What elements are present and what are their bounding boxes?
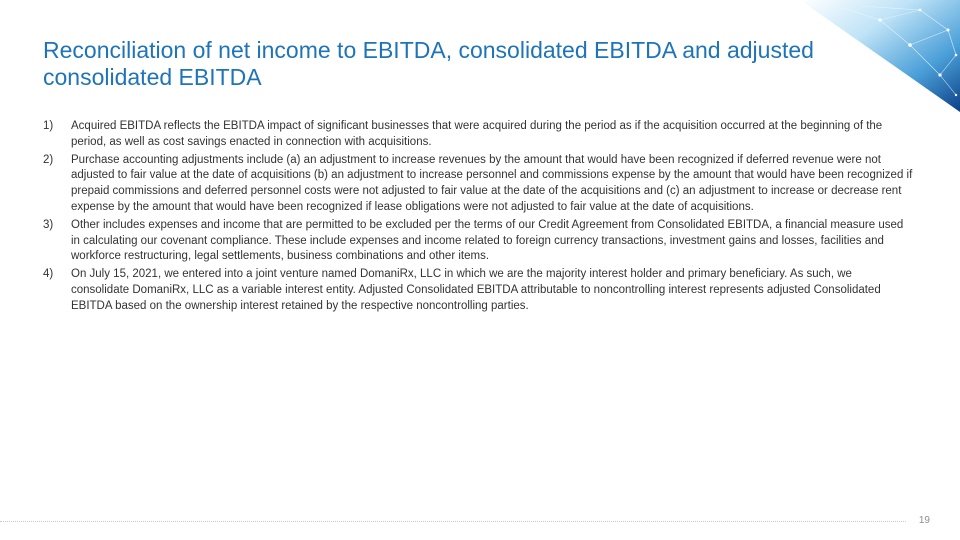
footnote-item (43, 218, 913, 265)
footnote-text: On July 15, 2021, we entered into a joint venture named DomaniRx, LLC in which we are the majority interest holder and primary beneficiary. As such, we consolidate DomaniRx, LLC as a variable interest entity. Adjusted Consolidated EBITDA attributable to noncontrolling interest represents adjusted Consolidated EBITDA based on the ownership interest retained by the respective noncontrolling parties. (71, 268, 881, 312)
footnote-text: Acquired EBITDA reflects the EBITDA impact of significant businesses that were acquired during the period as if the acquisition occurred at the beginning of the period, as well as cost savings enacted in connection with acquisitions. (71, 120, 883, 148)
slide-title: Reconciliation of net income to EBITDA, consolidated EBITDA and adjusted consolidated EBITDA (43, 37, 814, 90)
footnote-list (43, 119, 913, 317)
footnote-text: Other includes expenses and income that are permitted to be excluded per the terms of our Credit Agreement from Consolidated EBITDA, a financial measure used in calculating our covenant compliance. These include expenses and income related to foreign currency transactions, investment gains and losses, facilities and workforce restructuring, legal settlements, business combinations and other items. (71, 218, 904, 263)
footnote-number: 4) (43, 268, 54, 281)
footnote-number: 3) (43, 218, 54, 231)
page-number: 19 (918, 515, 930, 526)
footnote-number: 1) (43, 120, 54, 132)
footnote-item (43, 267, 913, 314)
footer-divider (0, 521, 906, 522)
footnote-item (43, 153, 913, 216)
footnote-text: Purchase accounting adjustments include (a) an adjustment to increase revenues by the amount that would have been recognized if deferred revenue were not adjusted to fair value at the date of acquisitions (b) an adjustment to increase personnel and commissions expense by the amount that would have been recognized if prepaid commissions and deferred personnel costs were not adjusted to fair value at the date of the acquisitions and (c) an adjustment to increase or decrease rent expense by the amount that would have been recognized if lease obligations were not adjusted to fair value at the date of acquisitions. (71, 153, 913, 213)
footnote-item (43, 119, 913, 151)
footnote-number: 2) (43, 153, 54, 166)
